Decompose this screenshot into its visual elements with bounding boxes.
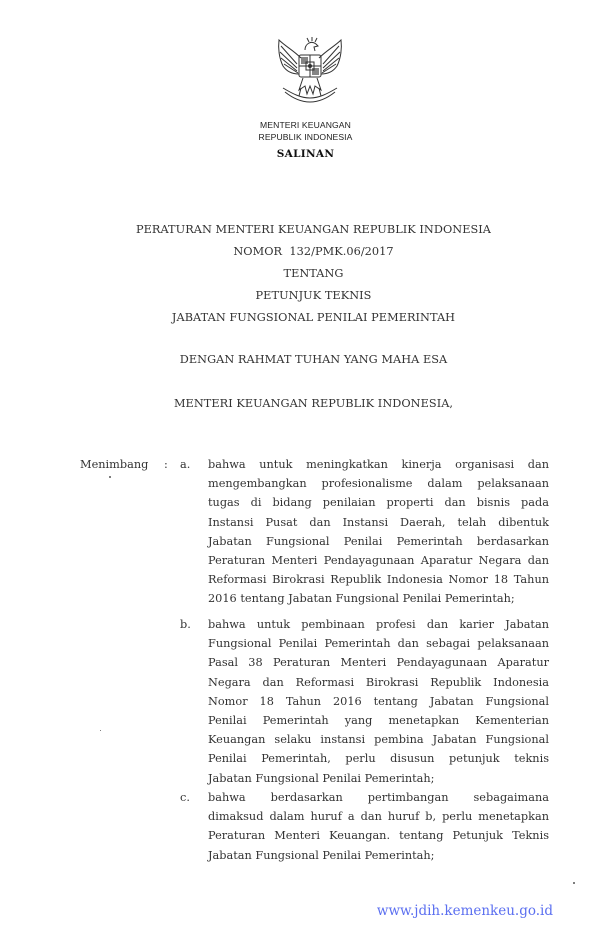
- consideration-item-c: [208, 788, 549, 865]
- regulation-about: TENTANG: [283, 267, 344, 280]
- text-line: Jabatan Fungsional Penilai Pemerintah;: [208, 771, 435, 785]
- scan-speck: [109, 476, 111, 478]
- ministry-name-line-1: MENTERI KEUANGAN: [260, 120, 351, 130]
- text-line: Negara dan Reformasi Birokrasi Republik Indonesia: [208, 675, 549, 689]
- regulation-subject-line-2: JABATAN FUNGSIONAL PENILAI PEMERINTAH: [171, 311, 456, 324]
- text-line: Fungsional Penilai Pemerintah dan sebagai pelaksanaan: [208, 637, 549, 651]
- text-line: Reformasi Birokrasi Republik Indonesia Nomor 18 Tahun: [208, 573, 549, 587]
- jdih-website-link[interactable]: www.jdih.kemenkeu.go.id: [376, 903, 553, 919]
- text-line: Pasal 38 Peraturan Menteri Pendayagunaan Aparatur: [208, 656, 549, 670]
- considerations-label: Menimbang: [80, 458, 149, 471]
- text-line: Peraturan Menteri Pendayagunaan Aparatur Negara dan: [208, 553, 549, 567]
- text-line: bahwa berdasarkan pertimbangan sebagaimana: [208, 791, 549, 804]
- text-line: Instansi Pusat dan Instansi Daerah, telah dibentuk: [208, 515, 549, 529]
- consideration-letter-b: b.: [180, 618, 191, 631]
- consideration-letter-c: c.: [180, 791, 190, 804]
- scan-speck: [573, 882, 575, 884]
- regulation-title: PERATURAN MENTERI KEUANGAN REPUBLIK INDONESIA: [135, 223, 492, 236]
- text-line: bahwa untuk pembinaan profesi dan karier Jabatan: [208, 618, 549, 631]
- ministry-name-line-2: REPUBLIK INDONESIA: [258, 132, 353, 142]
- consideration-item-a: [208, 455, 549, 609]
- text-line: Penilai Pemerintah yang menetapkan Kementerian: [208, 713, 549, 727]
- invocation: DENGAN RAHMAT TUHAN YANG MAHA ESA: [179, 353, 448, 366]
- text-line: Jabatan Fungsional Penilai Pemerintah berdasarkan: [208, 534, 549, 548]
- consideration-item-b: [208, 615, 549, 788]
- consideration-letter-a: a.: [180, 458, 191, 471]
- text-line: bahwa untuk meningkatkan kinerja organisasi dan: [208, 458, 549, 471]
- text-line: mengembangkan profesionalisme dalam pelaksanaan: [208, 477, 549, 491]
- regulation-subject-line-1: PETUNJUK TEKNIS: [255, 289, 372, 302]
- garuda-pancasila-emblem-icon: [271, 28, 349, 112]
- text-line: dimaksud dalam huruf a dan huruf b, perlu menetapkan: [208, 810, 549, 824]
- enacting-authority: MENTERI KEUANGAN REPUBLIK INDONESIA,: [173, 397, 454, 410]
- text-line: tugas di bidang penilaian properti dan bisnis pada: [208, 496, 549, 510]
- text-line: Keuangan selaku instansi pembina Jabatan Fungsional: [208, 733, 549, 747]
- text-line: Penilai Pemerintah, perlu disusun petunjuk teknis: [208, 752, 549, 766]
- text-line: Peraturan Menteri Keuangan. tentang Petunjuk Teknis: [208, 829, 549, 843]
- considerations-separator: :: [164, 458, 168, 471]
- regulation-number: NOMOR 132/PMK.06/2017: [233, 245, 394, 258]
- copy-label: SALINAN: [276, 148, 335, 160]
- scan-speck: [100, 730, 101, 731]
- text-line: Jabatan Fungsional Penilai Pemerintah;: [208, 848, 435, 862]
- text-line: 2016 tentang Jabatan Fungsional Penilai Pemerintah;: [208, 592, 515, 606]
- text-line: Nomor 18 Tahun 2016 tentang Jabatan Fungsional: [208, 694, 549, 708]
